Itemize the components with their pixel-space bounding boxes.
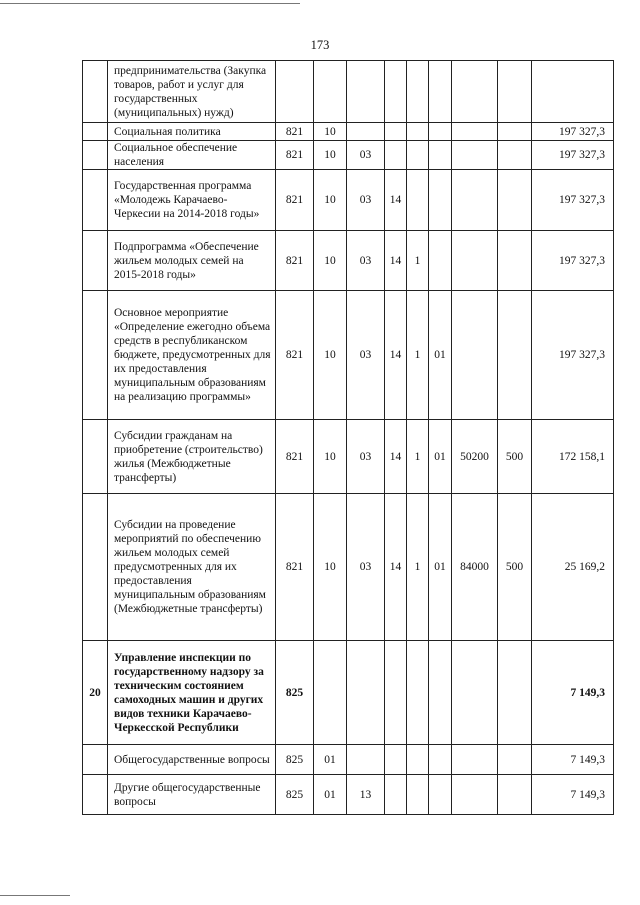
amount: 7 149,3 [532, 641, 614, 745]
table-row [83, 745, 614, 775]
page-number: 173 [310, 38, 330, 52]
amount: 197 327,3 [532, 123, 614, 141]
dept-code: 821 [276, 123, 314, 141]
event-code [429, 61, 452, 123]
amount: 7 149,3 [532, 775, 614, 815]
subprogram-code: 1 [407, 420, 429, 494]
subsection-code [347, 641, 385, 745]
section-code: 10 [314, 291, 347, 420]
expense-type-code [498, 745, 532, 775]
expense-type-code [498, 231, 532, 291]
section-code: 10 [314, 123, 347, 141]
program-code [385, 141, 407, 170]
row-number [83, 170, 108, 231]
program-code [385, 745, 407, 775]
event-code [429, 170, 452, 231]
direction-code [452, 291, 498, 420]
subsection-code: 13 [347, 775, 385, 815]
table-row [83, 141, 614, 170]
direction-code [452, 141, 498, 170]
amount: 25 169,2 [532, 494, 614, 641]
subsection-code [347, 61, 385, 123]
expense-type-code [498, 641, 532, 745]
item-name: Социальное обеспечение населения [108, 141, 276, 170]
item-name: предпринимательства (Закупка товаров, работ и услуг для государственных (муниципальных) нужд) [108, 61, 276, 123]
table-row [83, 123, 614, 141]
amount [532, 61, 614, 123]
event-code [429, 123, 452, 141]
dept-code: 821 [276, 231, 314, 291]
amount: 7 149,3 [532, 745, 614, 775]
subsection-code: 03 [347, 231, 385, 291]
row-number [83, 775, 108, 815]
amount: 197 327,3 [532, 141, 614, 170]
section-code: 10 [314, 494, 347, 641]
row-number [83, 123, 108, 141]
expense-type-code [498, 291, 532, 420]
program-code [385, 641, 407, 745]
subprogram-code: 1 [407, 494, 429, 641]
direction-code [452, 641, 498, 745]
amount: 197 327,3 [532, 291, 614, 420]
program-code: 14 [385, 170, 407, 231]
amount: 172 158,1 [532, 420, 614, 494]
row-number [83, 231, 108, 291]
table-row [83, 61, 614, 123]
subprogram-code [407, 641, 429, 745]
program-code: 14 [385, 494, 407, 641]
direction-code [452, 231, 498, 291]
item-name: Подпрограмма «Обеспечение жильем молодых семей на 2015-2018 годы» [108, 231, 276, 291]
direction-code [452, 61, 498, 123]
dept-code: 825 [276, 745, 314, 775]
expense-type-code [498, 61, 532, 123]
item-name: Субсидии на проведение мероприятий по обеспечению жильем молодых семей предусмотренных для их предоставления муниципальным образованиям (Межбюджетные трансферты) [108, 494, 276, 641]
subsection-code [347, 123, 385, 141]
event-code [429, 775, 452, 815]
section-code: 10 [314, 420, 347, 494]
subprogram-code [407, 123, 429, 141]
section-code [314, 641, 347, 745]
section-code: 10 [314, 170, 347, 231]
section-code: 01 [314, 745, 347, 775]
dept-code: 825 [276, 641, 314, 745]
item-name: Общегосударственные вопросы [108, 745, 276, 775]
subprogram-code [407, 170, 429, 231]
direction-code: 50200 [452, 420, 498, 494]
event-code: 01 [429, 494, 452, 641]
row-number [83, 745, 108, 775]
event-code [429, 231, 452, 291]
table-row [83, 775, 614, 815]
table-row [83, 641, 614, 745]
item-name: Социальная политика [108, 123, 276, 141]
row-number [83, 420, 108, 494]
expense-type-code [498, 123, 532, 141]
event-code [429, 745, 452, 775]
dept-code [276, 61, 314, 123]
subprogram-code [407, 61, 429, 123]
program-code [385, 123, 407, 141]
row-number [83, 61, 108, 123]
subprogram-code [407, 745, 429, 775]
bottom-rule [0, 895, 70, 896]
expense-type-code [498, 775, 532, 815]
row-number: 20 [83, 641, 108, 745]
subprogram-code: 1 [407, 291, 429, 420]
amount: 197 327,3 [532, 170, 614, 231]
row-number [83, 291, 108, 420]
dept-code: 821 [276, 170, 314, 231]
item-name: Субсидии гражданам на приобретение (строительство) жилья (Межбюджетные трансферты) [108, 420, 276, 494]
direction-code [452, 775, 498, 815]
subsection-code: 03 [347, 420, 385, 494]
subprogram-code [407, 141, 429, 170]
expense-type-code: 500 [498, 494, 532, 641]
program-code: 14 [385, 231, 407, 291]
table-row [83, 420, 614, 494]
amount: 197 327,3 [532, 231, 614, 291]
subsection-code: 03 [347, 291, 385, 420]
subsection-code: 03 [347, 494, 385, 641]
event-code [429, 641, 452, 745]
budget-table [82, 60, 614, 815]
program-code [385, 775, 407, 815]
item-name: Управление инспекции по государственному надзору за техническим состоянием самоходных машин и других видов техники Карачаево-Черкесской Республики [108, 641, 276, 745]
expense-type-code [498, 170, 532, 231]
subsection-code: 03 [347, 170, 385, 231]
subprogram-code [407, 775, 429, 815]
direction-code: 84000 [452, 494, 498, 641]
event-code: 01 [429, 420, 452, 494]
dept-code: 821 [276, 420, 314, 494]
section-code [314, 61, 347, 123]
dept-code: 821 [276, 494, 314, 641]
dept-code: 825 [276, 775, 314, 815]
direction-code [452, 123, 498, 141]
table-row [83, 494, 614, 641]
section-code: 10 [314, 141, 347, 170]
event-code: 01 [429, 291, 452, 420]
subprogram-code: 1 [407, 231, 429, 291]
table-row [83, 231, 614, 291]
subsection-code: 03 [347, 141, 385, 170]
row-number [83, 141, 108, 170]
expense-type-code: 500 [498, 420, 532, 494]
expense-type-code [498, 141, 532, 170]
table-row [83, 291, 614, 420]
item-name: Другие общегосударственные вопросы [108, 775, 276, 815]
subsection-code [347, 745, 385, 775]
dept-code: 821 [276, 291, 314, 420]
item-name: Основное мероприятие «Определение ежегодно объема средств в республиканском бюджете, предусмотренных для их предоставления муниципальным образованиям на реализацию программы» [108, 291, 276, 420]
section-code: 01 [314, 775, 347, 815]
row-number [83, 494, 108, 641]
direction-code [452, 745, 498, 775]
program-code: 14 [385, 291, 407, 420]
section-code: 10 [314, 231, 347, 291]
direction-code [452, 170, 498, 231]
program-code [385, 61, 407, 123]
program-code: 14 [385, 420, 407, 494]
table-row [83, 170, 614, 231]
top-rule [0, 3, 300, 4]
event-code [429, 141, 452, 170]
dept-code: 821 [276, 141, 314, 170]
item-name: Государственная программа «Молодежь Карачаево-Черкесии на 2014-2018 годы» [108, 170, 276, 231]
